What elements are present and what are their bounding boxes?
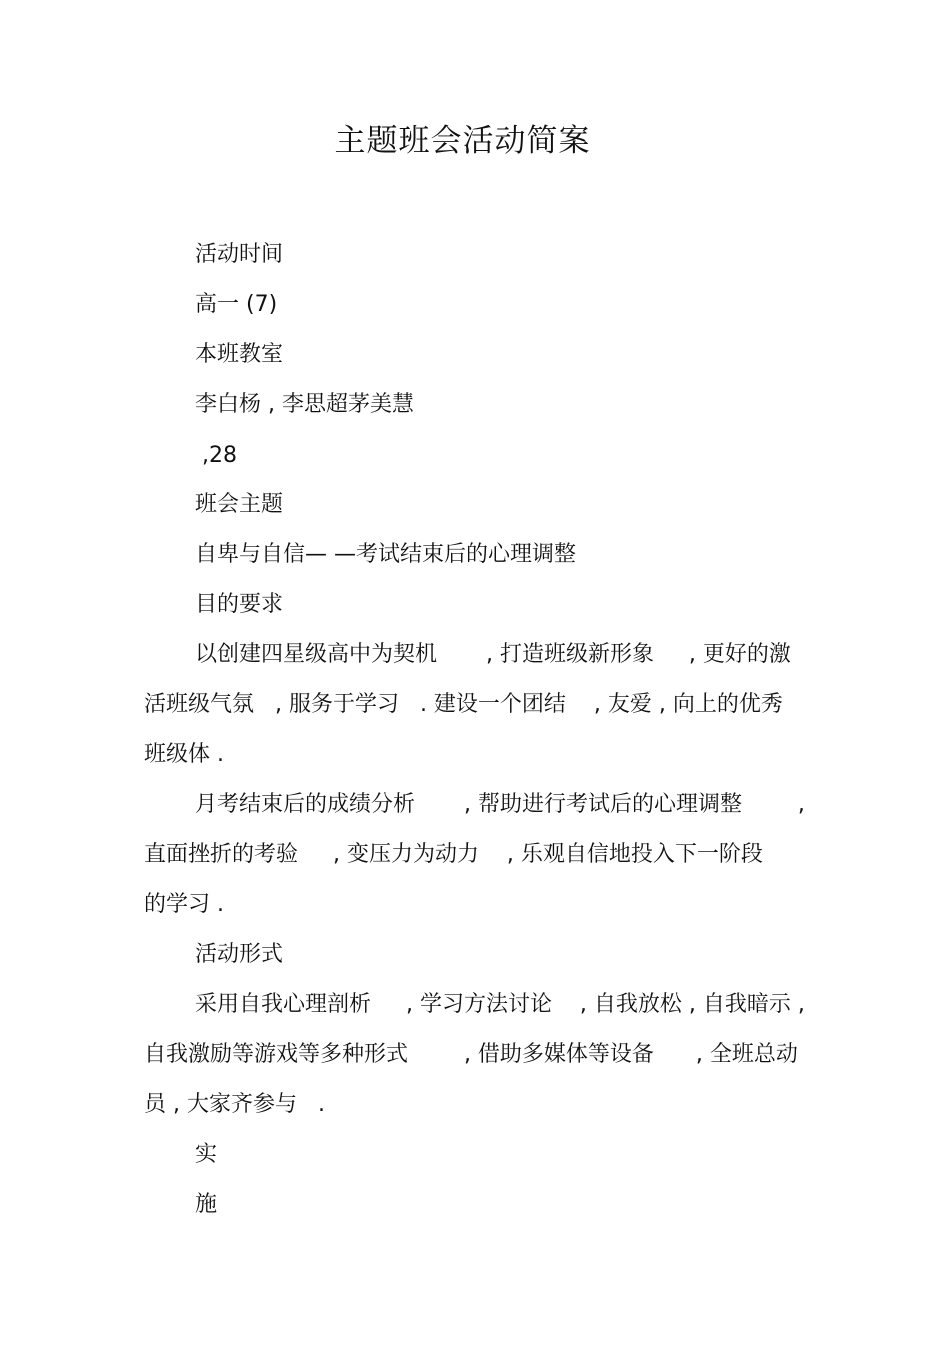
label-activity-form: 活动形式 [195, 942, 284, 967]
purpose-paragraph-1-line-1: 以创建四星级高中为契机 , 打造班级新形象 , 更好的激 [195, 642, 791, 667]
label-implementation-char-1: 实 [195, 1142, 218, 1167]
label-theme: 班会主题 [195, 492, 284, 517]
label-implementation-char-2: 施 [195, 1192, 218, 1217]
form-paragraph-line-3: 员 , 大家齐参与 . [144, 1092, 325, 1117]
class-name: 高一 (7) [195, 292, 278, 317]
document-title: 主题班会活动简案 [334, 123, 591, 159]
purpose-paragraph-2-line-1: 月考结束后的成绩分析 , 帮助进行考试后的心理调整 , [195, 792, 805, 817]
form-paragraph-line-1: 采用自我心理剖析 , 学习方法讨论 , 自我放松 , 自我暗示 , [195, 992, 805, 1017]
purpose-paragraph-2-line-2: 直面挫折的考验 , 变压力为动力 , 乐观自信地投入下一阶段 [144, 842, 763, 867]
form-paragraph-line-2: 自我激励等游戏等多种形式 , 借助多媒体等设备 , 全班总动 [144, 1042, 798, 1067]
label-activity-time: 活动时间 [195, 242, 284, 267]
hosts: 李白杨 , 李思超茅美慧 [195, 392, 414, 417]
purpose-paragraph-1-line-2: 活班级气氛 , 服务于学习 . 建设一个团结 , 友爱 , 向上的优秀 [144, 692, 783, 717]
number-line: ,28 [195, 443, 237, 468]
purpose-paragraph-2-line-3: 的学习 . [144, 892, 224, 917]
theme-text: 自卑与自信— —考试结束后的心理调整 [195, 542, 576, 567]
purpose-paragraph-1-line-3: 班级体 . [144, 742, 224, 767]
location: 本班教室 [195, 342, 284, 367]
label-purpose: 目的要求 [195, 592, 284, 617]
